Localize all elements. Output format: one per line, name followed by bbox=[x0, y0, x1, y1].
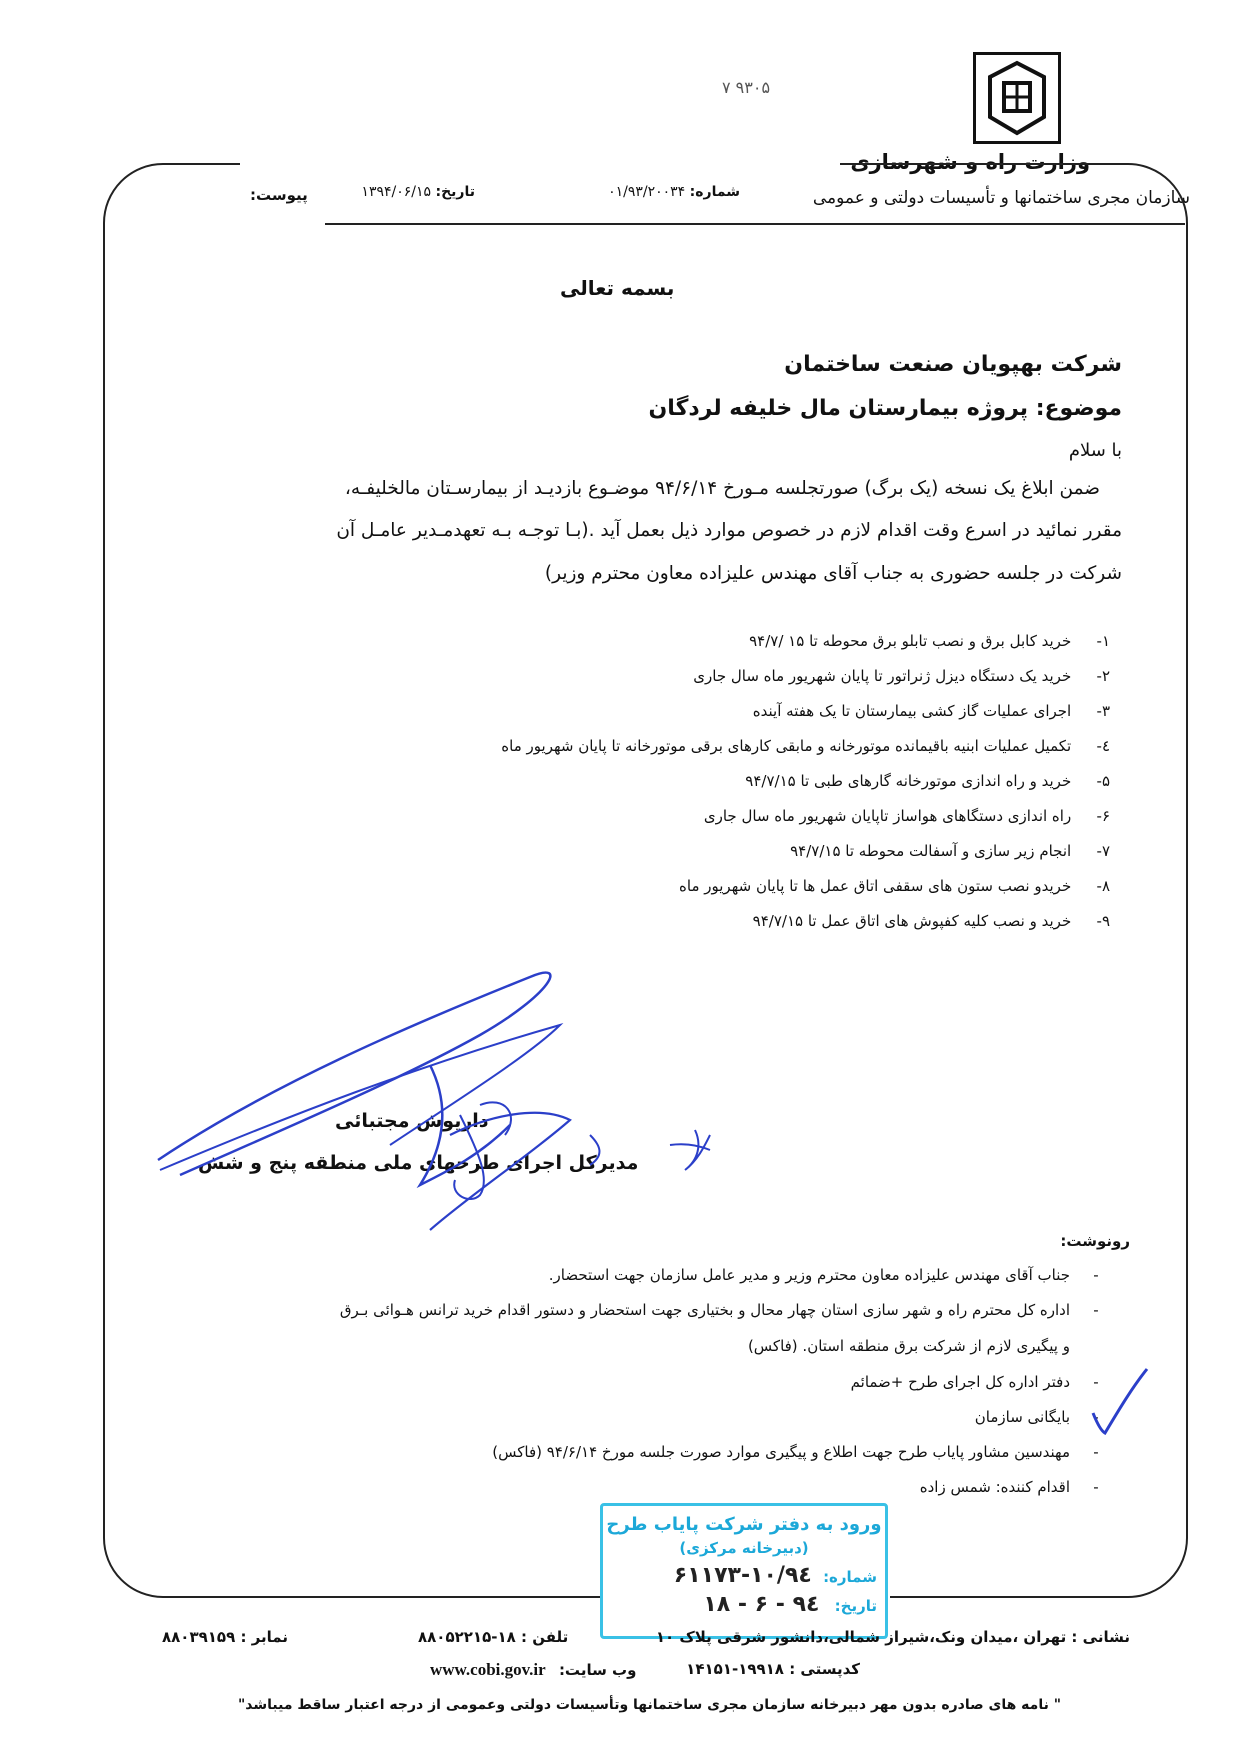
subject: موضوع: پروژه بیمارستان مال خلیفه لردگان bbox=[648, 396, 1122, 421]
item-number: ۳- bbox=[1096, 702, 1110, 720]
website-link[interactable]: www.cobi.gov.ir bbox=[430, 1660, 546, 1679]
item-number: ۲- bbox=[1096, 667, 1110, 685]
organization-name: سازمان مجری ساختمانها و تأسیسات دولتی و عمومی bbox=[812, 188, 1190, 208]
item-number: ٤- bbox=[1096, 737, 1110, 755]
item-text: خرید کابل برق و نصب تابلو برق محوطه تا ۱۵ /۹۴/۷ bbox=[749, 632, 1072, 650]
cc-bullet: - bbox=[1093, 1443, 1099, 1461]
body-line-3: شرکت در جلسه حضوری به جناب آقای مهندس علیزاده معاون محترم وزیر) bbox=[544, 563, 1122, 584]
item-text: خرید و راه اندازی موتورخانه گارهای طبی تا ۹۴/۷/۱۵ bbox=[745, 772, 1072, 790]
website-label: وب سایت: bbox=[558, 1661, 637, 1679]
invocation: بسمه تعالی bbox=[560, 276, 675, 300]
item-number: ۸- bbox=[1096, 877, 1110, 895]
signatory-title: مدیرکل اجرای طرحهای ملی منطقه پنج و شش bbox=[198, 1152, 639, 1174]
cc-text: اداره کل محترم راه و شهر سازی استان چهار محال و بختیاری جهت استحضار و دستور اقدام خرید ترانس هـوائی بـرق bbox=[339, 1301, 1070, 1319]
item-text: خریدو نصب ستون های سقفی اتاق عمل ها تا پایان شهریور ماه bbox=[679, 877, 1072, 895]
letter-date-value: ۱۳۹۴/۰۶/۱۵ bbox=[361, 184, 432, 200]
attachment-label: پیوست: bbox=[250, 186, 308, 204]
ministry-logo bbox=[973, 52, 1061, 144]
cc-bullet: - bbox=[1093, 1301, 1099, 1319]
header-divider bbox=[325, 223, 1185, 225]
cc-bullet: - bbox=[1093, 1373, 1099, 1391]
item-text: اجرای عملیات گاز کشی بیمارستان تا یک هفته آینده bbox=[752, 702, 1072, 720]
recipient: شرکت بهپویان صنعت ساختمان bbox=[784, 352, 1122, 377]
footer-notice: " نامه های صادره بدون مهر دبیرخانه سازمان مجری ساختمانها وتأسیسات دولتی وعمومی از درجه اعتبار ساقط میباشد" bbox=[238, 1697, 1061, 1713]
cc-bullet: - bbox=[1093, 1408, 1099, 1426]
footer-fax: نمابر : ۸۸۰۳۹۱۵۹ bbox=[162, 1628, 288, 1646]
cc-list bbox=[122, 1266, 1122, 1513]
incoming-stamp bbox=[600, 1503, 888, 1639]
list-item bbox=[210, 842, 1110, 877]
list-item bbox=[210, 772, 1110, 807]
item-number: ۱- bbox=[1096, 632, 1110, 650]
cc-item bbox=[122, 1266, 1122, 1301]
cc-text: اقدام کننده: شمس زاده bbox=[919, 1478, 1070, 1496]
item-number: ۶- bbox=[1096, 807, 1110, 825]
list-item bbox=[210, 807, 1110, 842]
list-item bbox=[210, 912, 1110, 947]
list-item bbox=[210, 702, 1110, 737]
stamp-date-label: تاریخ: bbox=[834, 1597, 877, 1615]
cc-text: جناب آقای مهندس علیزاده معاون محترم وزیر و مدیر عامل سازمان جهت استحضار. bbox=[548, 1266, 1070, 1284]
cc-item bbox=[122, 1443, 1122, 1478]
handwritten-signature bbox=[150, 955, 740, 1255]
letter-number-value: ۰۱/۹۳/۲۰۰۳۴ bbox=[608, 184, 686, 200]
greeting: با سلام bbox=[1068, 440, 1122, 461]
top-handwritten-marks: ۷ ۹۳۰۵ bbox=[722, 78, 771, 97]
letter-date-label: تاریخ: bbox=[435, 184, 475, 200]
list-item bbox=[210, 632, 1110, 667]
cc-text: دفتر اداره کل اجرای طرح +ضمائم bbox=[850, 1373, 1070, 1391]
list-item bbox=[210, 667, 1110, 702]
frame-gap-top bbox=[240, 155, 840, 169]
item-text: خرید و نصب کلیه کفپوش های اتاق عمل تا ۹۴/۷/۱۵ bbox=[752, 912, 1072, 930]
item-number: ۷- bbox=[1096, 842, 1110, 860]
item-number: ۹- bbox=[1096, 912, 1110, 930]
stamp-number bbox=[603, 1563, 885, 1588]
item-number: ۵- bbox=[1096, 772, 1110, 790]
cc-item bbox=[122, 1373, 1122, 1408]
ministry-name: وزارت راه و شهرسازی bbox=[850, 150, 1090, 174]
cc-bullet: - bbox=[1093, 1478, 1099, 1496]
stamp-subtitle: (دبیرخانه مرکزی) bbox=[679, 1539, 809, 1557]
cc-item bbox=[122, 1408, 1122, 1443]
body-line-2: مقرر نمائید در اسرع وقت اقدام لازم در خصوص موارد ذیل بعمل آید .(بـا توجـه بـه تعهدمـدیر عامـل آن bbox=[336, 520, 1122, 541]
stamp-number-label: شماره: bbox=[823, 1568, 877, 1586]
stamp-date-value: ۹٤ - ۶ - ۱۸ bbox=[703, 1592, 820, 1617]
stamp-number-value: ۱۰/۹٤-۶۱۱۷۳ bbox=[673, 1563, 812, 1588]
cc-bullet: - bbox=[1093, 1266, 1099, 1284]
ministry-emblem-icon bbox=[976, 55, 1058, 141]
item-text: راه اندازی دستگاهای هواساز تاپایان شهریور ماه سال جاری bbox=[703, 807, 1072, 825]
footer-address: نشانی : تهران ،میدان ونک،شیراز شمالی،دانشور شرقی پلاک ۱۰ bbox=[655, 1628, 1130, 1646]
item-text: خرید یک دستگاه دیزل ژنراتور تا پایان شهریور ماه سال جاری bbox=[693, 667, 1072, 685]
cc-item-continuation: و پیگیری لازم از شرکت برق منطقه استان. (فاکس) bbox=[747, 1337, 1070, 1355]
footer-website bbox=[430, 1660, 636, 1680]
letter-number-label: شماره: bbox=[689, 184, 740, 200]
list-item bbox=[210, 737, 1110, 772]
cc-text: بایگانی سازمان bbox=[974, 1408, 1070, 1426]
signatory-name: داریوش مجتبائی bbox=[335, 1110, 489, 1132]
stamp-date bbox=[603, 1592, 885, 1617]
footer-phone: تلفن : ۱۸-۸۸۰۵۲۲۱۵ bbox=[418, 1628, 569, 1646]
stamp-title: ورود به دفتر شرکت پایاب طرح bbox=[606, 1514, 882, 1535]
check-mark-icon bbox=[1085, 1365, 1155, 1440]
cc-text: مهندسین مشاور پایاب طرح جهت اطلاع و پیگیری موارد صورت جلسه مورخ ۹۴/۶/۱۴ (فاکس) bbox=[492, 1443, 1070, 1461]
item-text: تکمیل عملیات ابنیه باقیمانده موتورخانه و مابقی کارهای برقی موتورخانه تا پایان شهریور ماه bbox=[501, 737, 1072, 755]
cc-label: رونوشت: bbox=[1060, 1232, 1130, 1250]
item-text: انجام زیر سازی و آسفالت محوطه تا ۹۴/۷/۱۵ bbox=[790, 842, 1072, 860]
footer-postal: کدپستی : ۱۹۹۱۸-۱۴۱۵۱ bbox=[686, 1660, 860, 1678]
body-line-1: ضمن ابلاغ یک نسخه (یک برگ) صورتجلسه مـورخ ۹۴/۶/۱۴ موضـوع بازدیـد از بیمارسـتان مالخلیفـه، bbox=[344, 478, 1100, 499]
list-item bbox=[210, 877, 1110, 912]
cc-item bbox=[122, 1301, 1122, 1337]
action-items bbox=[210, 632, 1110, 947]
